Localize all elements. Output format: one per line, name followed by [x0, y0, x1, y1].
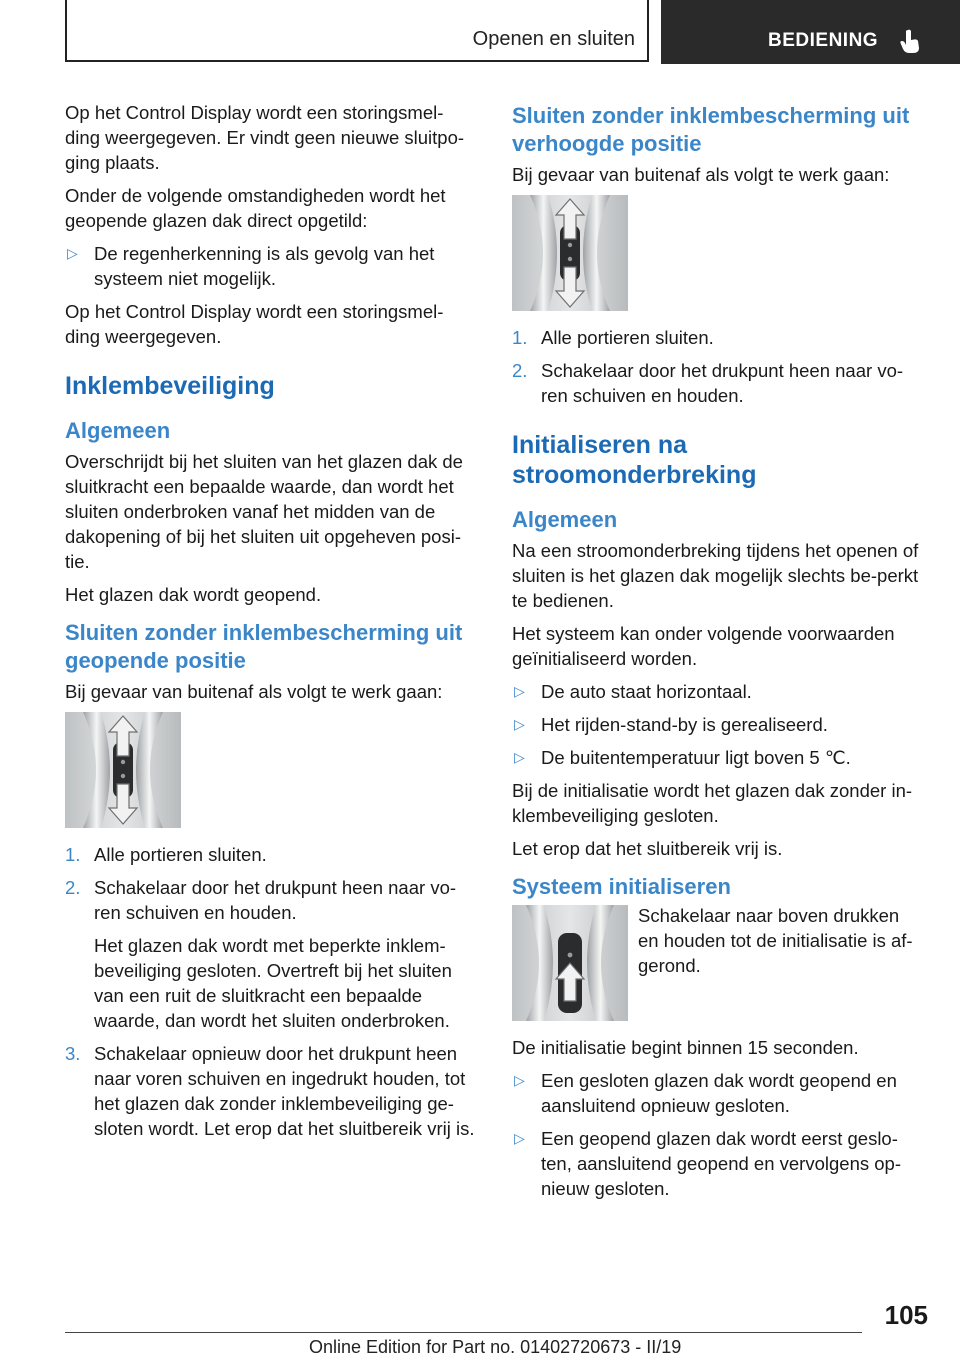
list-item	[512, 712, 924, 737]
roof-switch-up-illustration	[512, 905, 628, 1021]
subsection-heading: Systeem initialiseren	[512, 874, 731, 899]
step-note: Het glazen dak wordt met beperkte inklem-beveiliging gesloten. Overtreft bij het sluiten van een ruit de sluitkracht een bepaalde waarde, dan wordt het sluiten onderbroken.	[94, 935, 452, 1031]
step-number: 2.	[512, 360, 528, 381]
figure-with-caption	[512, 905, 924, 1021]
list-item	[65, 875, 477, 1033]
list-item	[512, 745, 924, 770]
chapter-tab	[661, 0, 960, 64]
subsection-heading: Algemeen	[512, 507, 618, 532]
list-item-text: De buitentemperatuur ligt boven 5 ℃.	[541, 747, 851, 768]
list-item-text: Een geopend glazen dak wordt eerst geslo-ten, aansluitend geopend en vervolgens op-nieuw gesloten.	[541, 1128, 901, 1199]
left-column	[65, 100, 477, 1149]
paragraph: Op het Control Display wordt een storingsmel-ding weergegeven.	[65, 301, 444, 347]
paragraph: Het systeem kan onder volgende voorwaarden geïnitialiseerd worden.	[512, 623, 895, 669]
list-item	[512, 1126, 924, 1201]
list-item-text: De regenherkenning is als gevolg van het systeem niet mogelijk.	[94, 243, 435, 289]
triangle-marker-icon: ▷	[514, 1072, 525, 1088]
step-list	[65, 842, 477, 1141]
paragraph: Overschrijdt bij het sluiten van het glazen dak de sluitkracht een bepaalde waarde, dan wordt het sluiten onderbroken vanaf het midden van de dakopening of bij het sluiten uit opgeheven posi-tie.	[65, 451, 463, 572]
roof-switch-illustration	[65, 712, 181, 828]
step-text: Alle portieren sluiten.	[94, 844, 267, 865]
roof-switch-illustration	[512, 195, 628, 311]
section-title: Openen en sluiten	[472, 28, 635, 50]
step-text: Schakelaar door het drukpunt heen naar vo-ren schuiven en houden.	[541, 360, 904, 406]
step-text: Schakelaar opnieuw door het drukpunt heen naar voren schuiven en ingedrukt houden, tot het glazen dak zonder inklembeveiliging ge-sloten wordt. Let erop dat het sluitbereik vrij is.	[94, 1043, 475, 1139]
page-number: 105	[884, 1300, 928, 1330]
bullet-list	[512, 1068, 924, 1201]
pointing-hand-icon	[899, 28, 921, 54]
paragraph: Bij gevaar van buitenaf als volgt te werk gaan:	[512, 164, 890, 185]
subsection-heading: Sluiten zonder inklembescherming uit geopende positie	[65, 620, 463, 673]
chapter-title: BEDIENING	[768, 30, 879, 51]
step-list	[512, 325, 924, 408]
subsection-heading: Sluiten zonder inklembescherming uit verhoogde positie	[512, 103, 910, 156]
bullet-list	[512, 679, 924, 770]
paragraph: Het glazen dak wordt geopend.	[65, 584, 322, 605]
section-tab	[65, 0, 649, 62]
paragraph: Bij de initialisatie wordt het glazen dak zonder in-klembeveiliging gesloten.	[512, 780, 913, 826]
edition-text: Online Edition for Part no. 01402720673 - II/19	[309, 1337, 682, 1357]
list-item	[512, 1068, 924, 1118]
list-item	[512, 679, 924, 704]
list-item	[65, 1041, 477, 1141]
triangle-marker-icon: ▷	[514, 1130, 525, 1146]
page-footer	[0, 1296, 960, 1362]
list-item-text: De auto staat horizontaal.	[541, 681, 752, 702]
subsection-heading: Algemeen	[65, 418, 171, 443]
paragraph: Let erop dat het sluitbereik vrij is.	[512, 838, 783, 859]
list-item	[65, 241, 477, 291]
step-number: 1.	[512, 327, 528, 348]
paragraph: Op het Control Display wordt een storingsmel-ding weergegeven. Er vindt geen nieuwe sluitpo-ging plaats.	[65, 102, 465, 173]
figure-caption: Schakelaar naar boven drukken en houden tot de initialisatie is af-gerond.	[638, 905, 913, 976]
list-item-text: Het rijden-stand-by is gerealiseerd.	[541, 714, 828, 735]
step-text: Schakelaar door het drukpunt heen naar vo-ren schuiven en houden.	[94, 877, 457, 923]
page-header	[0, 0, 960, 66]
right-column	[512, 100, 924, 1209]
section-heading: Initialiseren na stroomonderbreking	[512, 431, 757, 489]
paragraph: Bij gevaar van buitenaf als volgt te werk gaan:	[65, 681, 443, 702]
triangle-marker-icon: ▷	[514, 716, 525, 732]
paragraph: Onder de volgende omstandigheden wordt het geopende glazen dak direct opgetild:	[65, 185, 446, 231]
triangle-marker-icon: ▷	[514, 749, 525, 765]
step-number: 2.	[65, 877, 81, 898]
step-number: 1.	[65, 844, 81, 865]
step-number: 3.	[65, 1043, 81, 1064]
step-text: Alle portieren sluiten.	[541, 327, 714, 348]
paragraph: De initialisatie begint binnen 15 seconden.	[512, 1037, 859, 1058]
bullet-list	[65, 241, 477, 291]
list-item	[512, 358, 924, 408]
list-item	[512, 325, 924, 350]
list-item-text: Een gesloten glazen dak wordt geopend en aansluitend opnieuw gesloten.	[541, 1070, 897, 1116]
triangle-marker-icon: ▷	[67, 245, 78, 261]
paragraph: Na een stroomonderbreking tijdens het openen of sluiten is het glazen dak mogelijk slechts be-perkt te bedienen.	[512, 540, 919, 611]
triangle-marker-icon: ▷	[514, 683, 525, 699]
footer-divider	[65, 1332, 862, 1333]
section-heading: Inklembeveiliging	[65, 372, 275, 400]
list-item	[65, 842, 477, 867]
